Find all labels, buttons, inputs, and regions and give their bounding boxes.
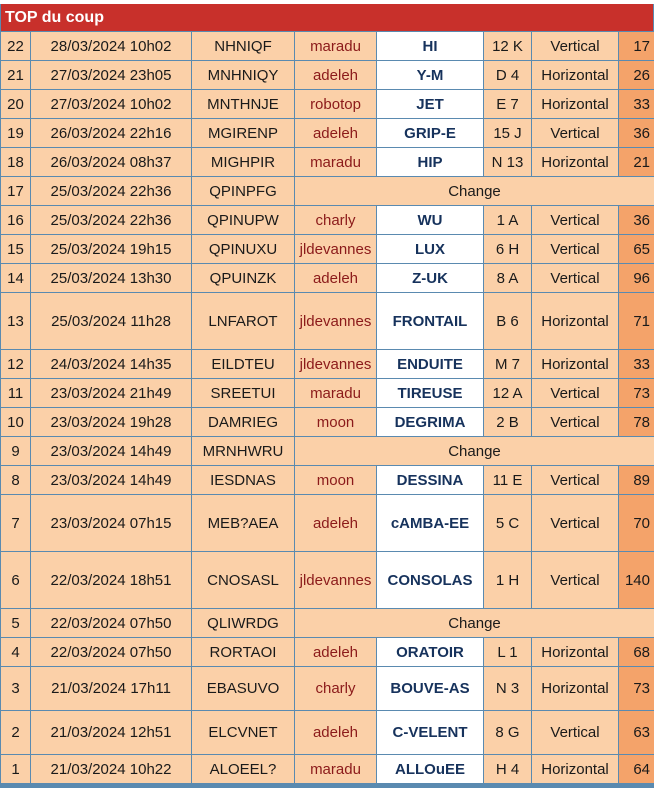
move-number-cell: 18 (1, 148, 31, 177)
move-number-cell: 5 (1, 609, 31, 638)
table-row (1, 90, 654, 119)
position-cell: L 1 (484, 638, 532, 667)
word-cell: DESSINA (377, 466, 484, 495)
rack-cell: EBASUVO (192, 667, 295, 711)
rack-cell: MNTHNJE (192, 90, 295, 119)
direction-cell: Vertical (532, 711, 619, 755)
position-cell: 12 A (484, 379, 532, 408)
word-cell: DEGRIMA (377, 408, 484, 437)
date-cell: 21/03/2024 10h22 (31, 755, 192, 784)
table-row (1, 177, 654, 206)
rack-cell: LNFAROT (192, 293, 295, 350)
rack-cell: MIGHPIR (192, 148, 295, 177)
table-row (1, 711, 654, 755)
score-cell: 36 (619, 206, 654, 235)
word-cell: WU (377, 206, 484, 235)
date-cell: 23/03/2024 14h49 (31, 437, 192, 466)
score-cell: 70 (619, 495, 654, 552)
move-number-cell: 3 (1, 667, 31, 711)
player-cell: adeleh (295, 638, 377, 667)
player-cell: adeleh (295, 711, 377, 755)
direction-cell: Horizontal (532, 148, 619, 177)
rack-cell: CNOSASL (192, 552, 295, 609)
date-cell: 21/03/2024 12h51 (31, 711, 192, 755)
direction-cell: Horizontal (532, 755, 619, 784)
date-cell: 22/03/2024 07h50 (31, 609, 192, 638)
change-cell: Change (295, 609, 654, 638)
table-row (1, 379, 654, 408)
rack-cell: QPINUXU (192, 235, 295, 264)
table-row (1, 61, 654, 90)
direction-cell: Vertical (532, 32, 619, 61)
score-cell: 96 (619, 264, 654, 293)
direction-cell: Vertical (532, 235, 619, 264)
rack-cell: QPUINZK (192, 264, 295, 293)
rack-cell: SREETUI (192, 379, 295, 408)
table-row (1, 206, 654, 235)
word-cell: C-VELENT (377, 711, 484, 755)
table-row (1, 437, 654, 466)
word-cell: HIP (377, 148, 484, 177)
position-cell: D 4 (484, 61, 532, 90)
position-cell: 1 H (484, 552, 532, 609)
move-number-cell: 14 (1, 264, 31, 293)
table-row (1, 264, 654, 293)
table-row (1, 119, 654, 148)
direction-cell: Vertical (532, 408, 619, 437)
player-cell: maradu (295, 379, 377, 408)
date-cell: 25/03/2024 13h30 (31, 264, 192, 293)
word-cell: LUX (377, 235, 484, 264)
score-cell: 68 (619, 638, 654, 667)
move-number-cell: 2 (1, 711, 31, 755)
position-cell: E 7 (484, 90, 532, 119)
player-cell: adeleh (295, 61, 377, 90)
player-cell: adeleh (295, 119, 377, 148)
rack-cell: QPINUPW (192, 206, 295, 235)
date-cell: 28/03/2024 10h02 (31, 32, 192, 61)
score-cell: 64 (619, 755, 654, 784)
direction-cell: Horizontal (532, 350, 619, 379)
score-cell: 89 (619, 466, 654, 495)
position-cell: N 13 (484, 148, 532, 177)
table-row (1, 466, 654, 495)
rack-cell: MRNHWRU (192, 437, 295, 466)
player-cell: robotop (295, 90, 377, 119)
word-cell: HI (377, 32, 484, 61)
rack-cell: DAMRIEG (192, 408, 295, 437)
word-cell: Z-UK (377, 264, 484, 293)
move-number-cell: 19 (1, 119, 31, 148)
date-cell: 22/03/2024 18h51 (31, 552, 192, 609)
date-cell: 23/03/2024 21h49 (31, 379, 192, 408)
direction-cell: Horizontal (532, 638, 619, 667)
move-number-cell: 4 (1, 638, 31, 667)
move-number-cell: 1 (1, 755, 31, 784)
move-number-cell: 22 (1, 32, 31, 61)
position-cell: 11 E (484, 466, 532, 495)
date-cell: 24/03/2024 14h35 (31, 350, 192, 379)
date-cell: 23/03/2024 07h15 (31, 495, 192, 552)
direction-cell: Horizontal (532, 667, 619, 711)
table-row (1, 235, 654, 264)
score-cell: 33 (619, 90, 654, 119)
score-cell: 17 (619, 32, 654, 61)
direction-cell: Vertical (532, 119, 619, 148)
position-cell: 8 A (484, 264, 532, 293)
player-cell: jldevannes (295, 552, 377, 609)
score-cell: 78 (619, 408, 654, 437)
position-cell: 8 G (484, 711, 532, 755)
date-cell: 27/03/2024 23h05 (31, 61, 192, 90)
player-cell: adeleh (295, 264, 377, 293)
player-cell: maradu (295, 755, 377, 784)
score-cell: 33 (619, 350, 654, 379)
rack-cell: ALOEEL? (192, 755, 295, 784)
direction-cell: Vertical (532, 379, 619, 408)
table-row (1, 755, 654, 784)
word-cell: CONSOLAS (377, 552, 484, 609)
move-number-cell: 13 (1, 293, 31, 350)
table-row (1, 293, 654, 350)
word-cell: TIREUSE (377, 379, 484, 408)
date-cell: 21/03/2024 17h11 (31, 667, 192, 711)
move-number-cell: 9 (1, 437, 31, 466)
table-row (1, 667, 654, 711)
move-number-cell: 15 (1, 235, 31, 264)
bottom-border (0, 784, 654, 788)
table-row (1, 638, 654, 667)
date-cell: 26/03/2024 08h37 (31, 148, 192, 177)
player-cell: moon (295, 466, 377, 495)
player-cell: jldevannes (295, 293, 377, 350)
direction-cell: Horizontal (532, 293, 619, 350)
table-row (1, 552, 654, 609)
direction-cell: Vertical (532, 552, 619, 609)
word-cell: JET (377, 90, 484, 119)
moves-table (0, 31, 654, 784)
position-cell: 6 H (484, 235, 532, 264)
date-cell: 26/03/2024 22h16 (31, 119, 192, 148)
score-cell: 63 (619, 711, 654, 755)
table-row (1, 609, 654, 638)
position-cell: 15 J (484, 119, 532, 148)
position-cell: M 7 (484, 350, 532, 379)
score-cell: 26 (619, 61, 654, 90)
position-cell: 1 A (484, 206, 532, 235)
score-cell: 71 (619, 293, 654, 350)
date-cell: 23/03/2024 19h28 (31, 408, 192, 437)
word-cell: ORATOIR (377, 638, 484, 667)
player-cell: moon (295, 408, 377, 437)
rack-cell: QLIWRDG (192, 609, 295, 638)
table-row (1, 408, 654, 437)
rack-cell: MNHNIQY (192, 61, 295, 90)
score-cell: 65 (619, 235, 654, 264)
rack-cell: MEB?AEA (192, 495, 295, 552)
score-cell: 73 (619, 379, 654, 408)
direction-cell: Vertical (532, 495, 619, 552)
date-cell: 27/03/2024 10h02 (31, 90, 192, 119)
score-cell: 36 (619, 119, 654, 148)
position-cell: H 4 (484, 755, 532, 784)
rack-cell: EILDTEU (192, 350, 295, 379)
position-cell: 2 B (484, 408, 532, 437)
move-number-cell: 20 (1, 90, 31, 119)
move-number-cell: 10 (1, 408, 31, 437)
move-number-cell: 11 (1, 379, 31, 408)
rack-cell: RORTAOI (192, 638, 295, 667)
move-number-cell: 17 (1, 177, 31, 206)
direction-cell: Vertical (532, 264, 619, 293)
position-cell: 12 K (484, 32, 532, 61)
player-cell: maradu (295, 148, 377, 177)
score-cell: 140 (619, 552, 654, 609)
word-cell: GRIP-E (377, 119, 484, 148)
rack-cell: QPINPFG (192, 177, 295, 206)
word-cell: FRONTAIL (377, 293, 484, 350)
table-title: TOP du coup (0, 4, 654, 31)
word-cell: BOUVE-AS (377, 667, 484, 711)
move-number-cell: 16 (1, 206, 31, 235)
player-cell: charly (295, 667, 377, 711)
date-cell: 25/03/2024 11h28 (31, 293, 192, 350)
date-cell: 22/03/2024 07h50 (31, 638, 192, 667)
table-row (1, 32, 654, 61)
table-row (1, 148, 654, 177)
direction-cell: Vertical (532, 206, 619, 235)
position-cell: B 6 (484, 293, 532, 350)
direction-cell: Horizontal (532, 90, 619, 119)
score-cell: 21 (619, 148, 654, 177)
word-cell: Y-M (377, 61, 484, 90)
rack-cell: MGIRENP (192, 119, 295, 148)
change-cell: Change (295, 177, 654, 206)
move-number-cell: 6 (1, 552, 31, 609)
score-cell: 73 (619, 667, 654, 711)
table-row (1, 350, 654, 379)
change-cell: Change (295, 437, 654, 466)
word-cell: ENDUITE (377, 350, 484, 379)
move-number-cell: 12 (1, 350, 31, 379)
position-cell: N 3 (484, 667, 532, 711)
player-cell: charly (295, 206, 377, 235)
date-cell: 23/03/2024 14h49 (31, 466, 192, 495)
move-number-cell: 8 (1, 466, 31, 495)
player-cell: jldevannes (295, 350, 377, 379)
rack-cell: ELCVNET (192, 711, 295, 755)
move-number-cell: 21 (1, 61, 31, 90)
rack-cell: NHNIQF (192, 32, 295, 61)
move-number-cell: 7 (1, 495, 31, 552)
table-row (1, 495, 654, 552)
date-cell: 25/03/2024 19h15 (31, 235, 192, 264)
position-cell: 5 C (484, 495, 532, 552)
player-cell: jldevannes (295, 235, 377, 264)
direction-cell: Vertical (532, 466, 619, 495)
date-cell: 25/03/2024 22h36 (31, 177, 192, 206)
rack-cell: IESDNAS (192, 466, 295, 495)
date-cell: 25/03/2024 22h36 (31, 206, 192, 235)
direction-cell: Horizontal (532, 61, 619, 90)
player-cell: adeleh (295, 495, 377, 552)
player-cell: maradu (295, 32, 377, 61)
word-cell: ALLOuEE (377, 755, 484, 784)
word-cell: cAMBA-EE (377, 495, 484, 552)
